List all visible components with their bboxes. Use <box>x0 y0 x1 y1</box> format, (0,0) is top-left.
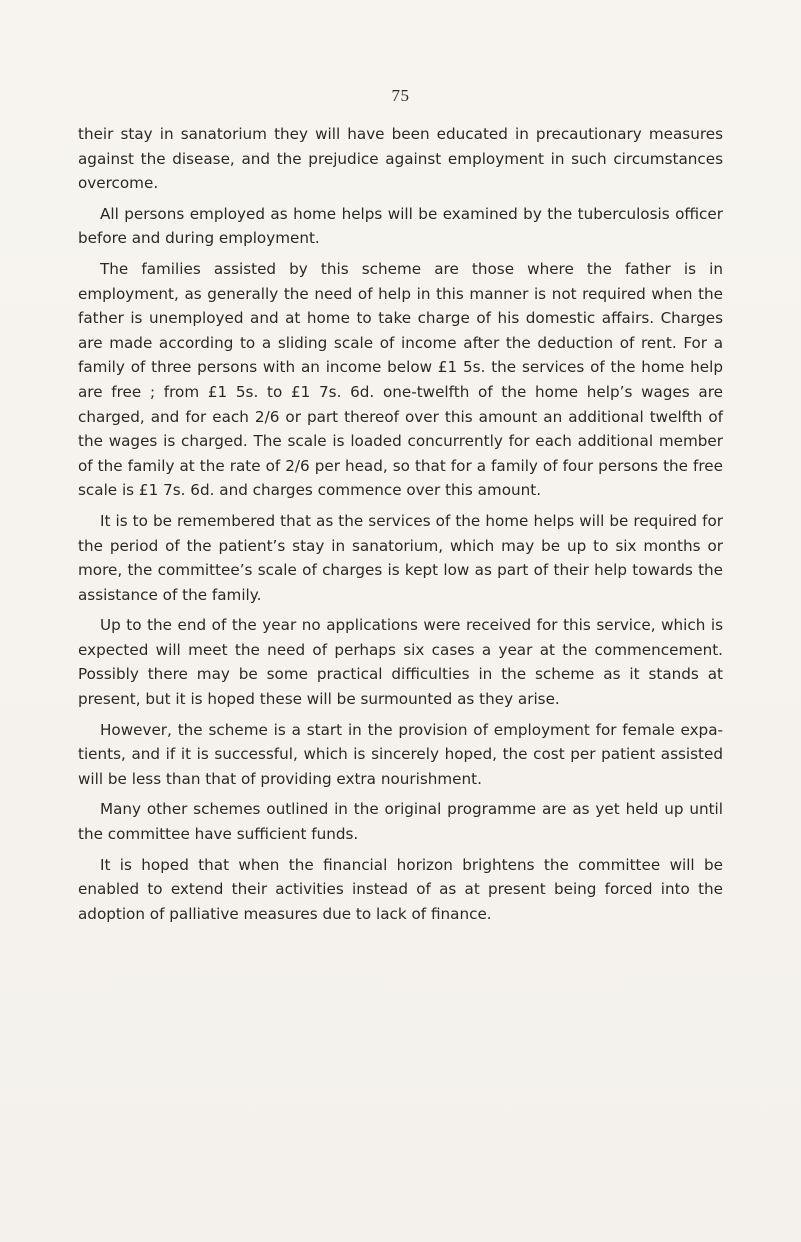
paragraph-2: All persons employed as home helps will be examined by the tuberculosis officer before and during employment. <box>78 204 723 248</box>
paragraph-7: Many other schemes outlined in the original programme are as yet held up until the committee have sufficient funds. <box>78 800 723 844</box>
paragraph-8: It is hoped that when the financial horizon brightens the committee will be enabled to extend their activities instead of as at present being forced into the adoption of palliative measures due to lack of finance. <box>78 855 723 923</box>
paragraph-1: their stay in sanatorium they will have been educated in precautionary measures against the disease, and the prejudice against employment in such circumstances overcome. <box>78 125 723 193</box>
paragraph-6: However, the scheme is a start in the provision of employment for female expatients, and if it is successful, which is sincerely hoped, the cost per patient assisted will be less than that of providing extra nourishment. <box>78 720 723 788</box>
paragraph-4: It is to be remembered that as the services of the home helps will be required for the period of the patient’s stay in sanatorium, which may be up to six months or more, the committee’s scale of charges is kept low as part of their help towards the assistance of the family. <box>78 511 723 604</box>
page-number: 75 <box>391 86 410 105</box>
body-text <box>78 122 723 932</box>
paragraph-5: Up to the end of the year no applications were received for this service, which is expected will meet the need of perhaps six cases a year at the commencement. Possibly there may be some practical difficulties in the scheme as it stands at present, but it is hoped these will be surmounted as they arise. <box>78 616 723 709</box>
paragraph-3: The families assisted by this scheme are those where the father is in employment, as generally the need of help in this manner is not required when the father is unemployed and at home to take charge of his domestic affairs. Charges are made according to a sliding scale of income after the deduction of rent. For a family of three persons with an income below £1 5s. the services of the home help are free ; from £1 5s. to £1 7s. 6d. one-twelfth of the home help’s wages are charged, and for each 2/6 or part thereof over this amount an additional twelfth of the wages is charged. The scale is loaded concurrently for each additional member of the family at the rate of 2/6 per head, so that for a family of four persons the free scale is £1 7s. 6d. and charges commence over this amount. <box>78 259 723 500</box>
